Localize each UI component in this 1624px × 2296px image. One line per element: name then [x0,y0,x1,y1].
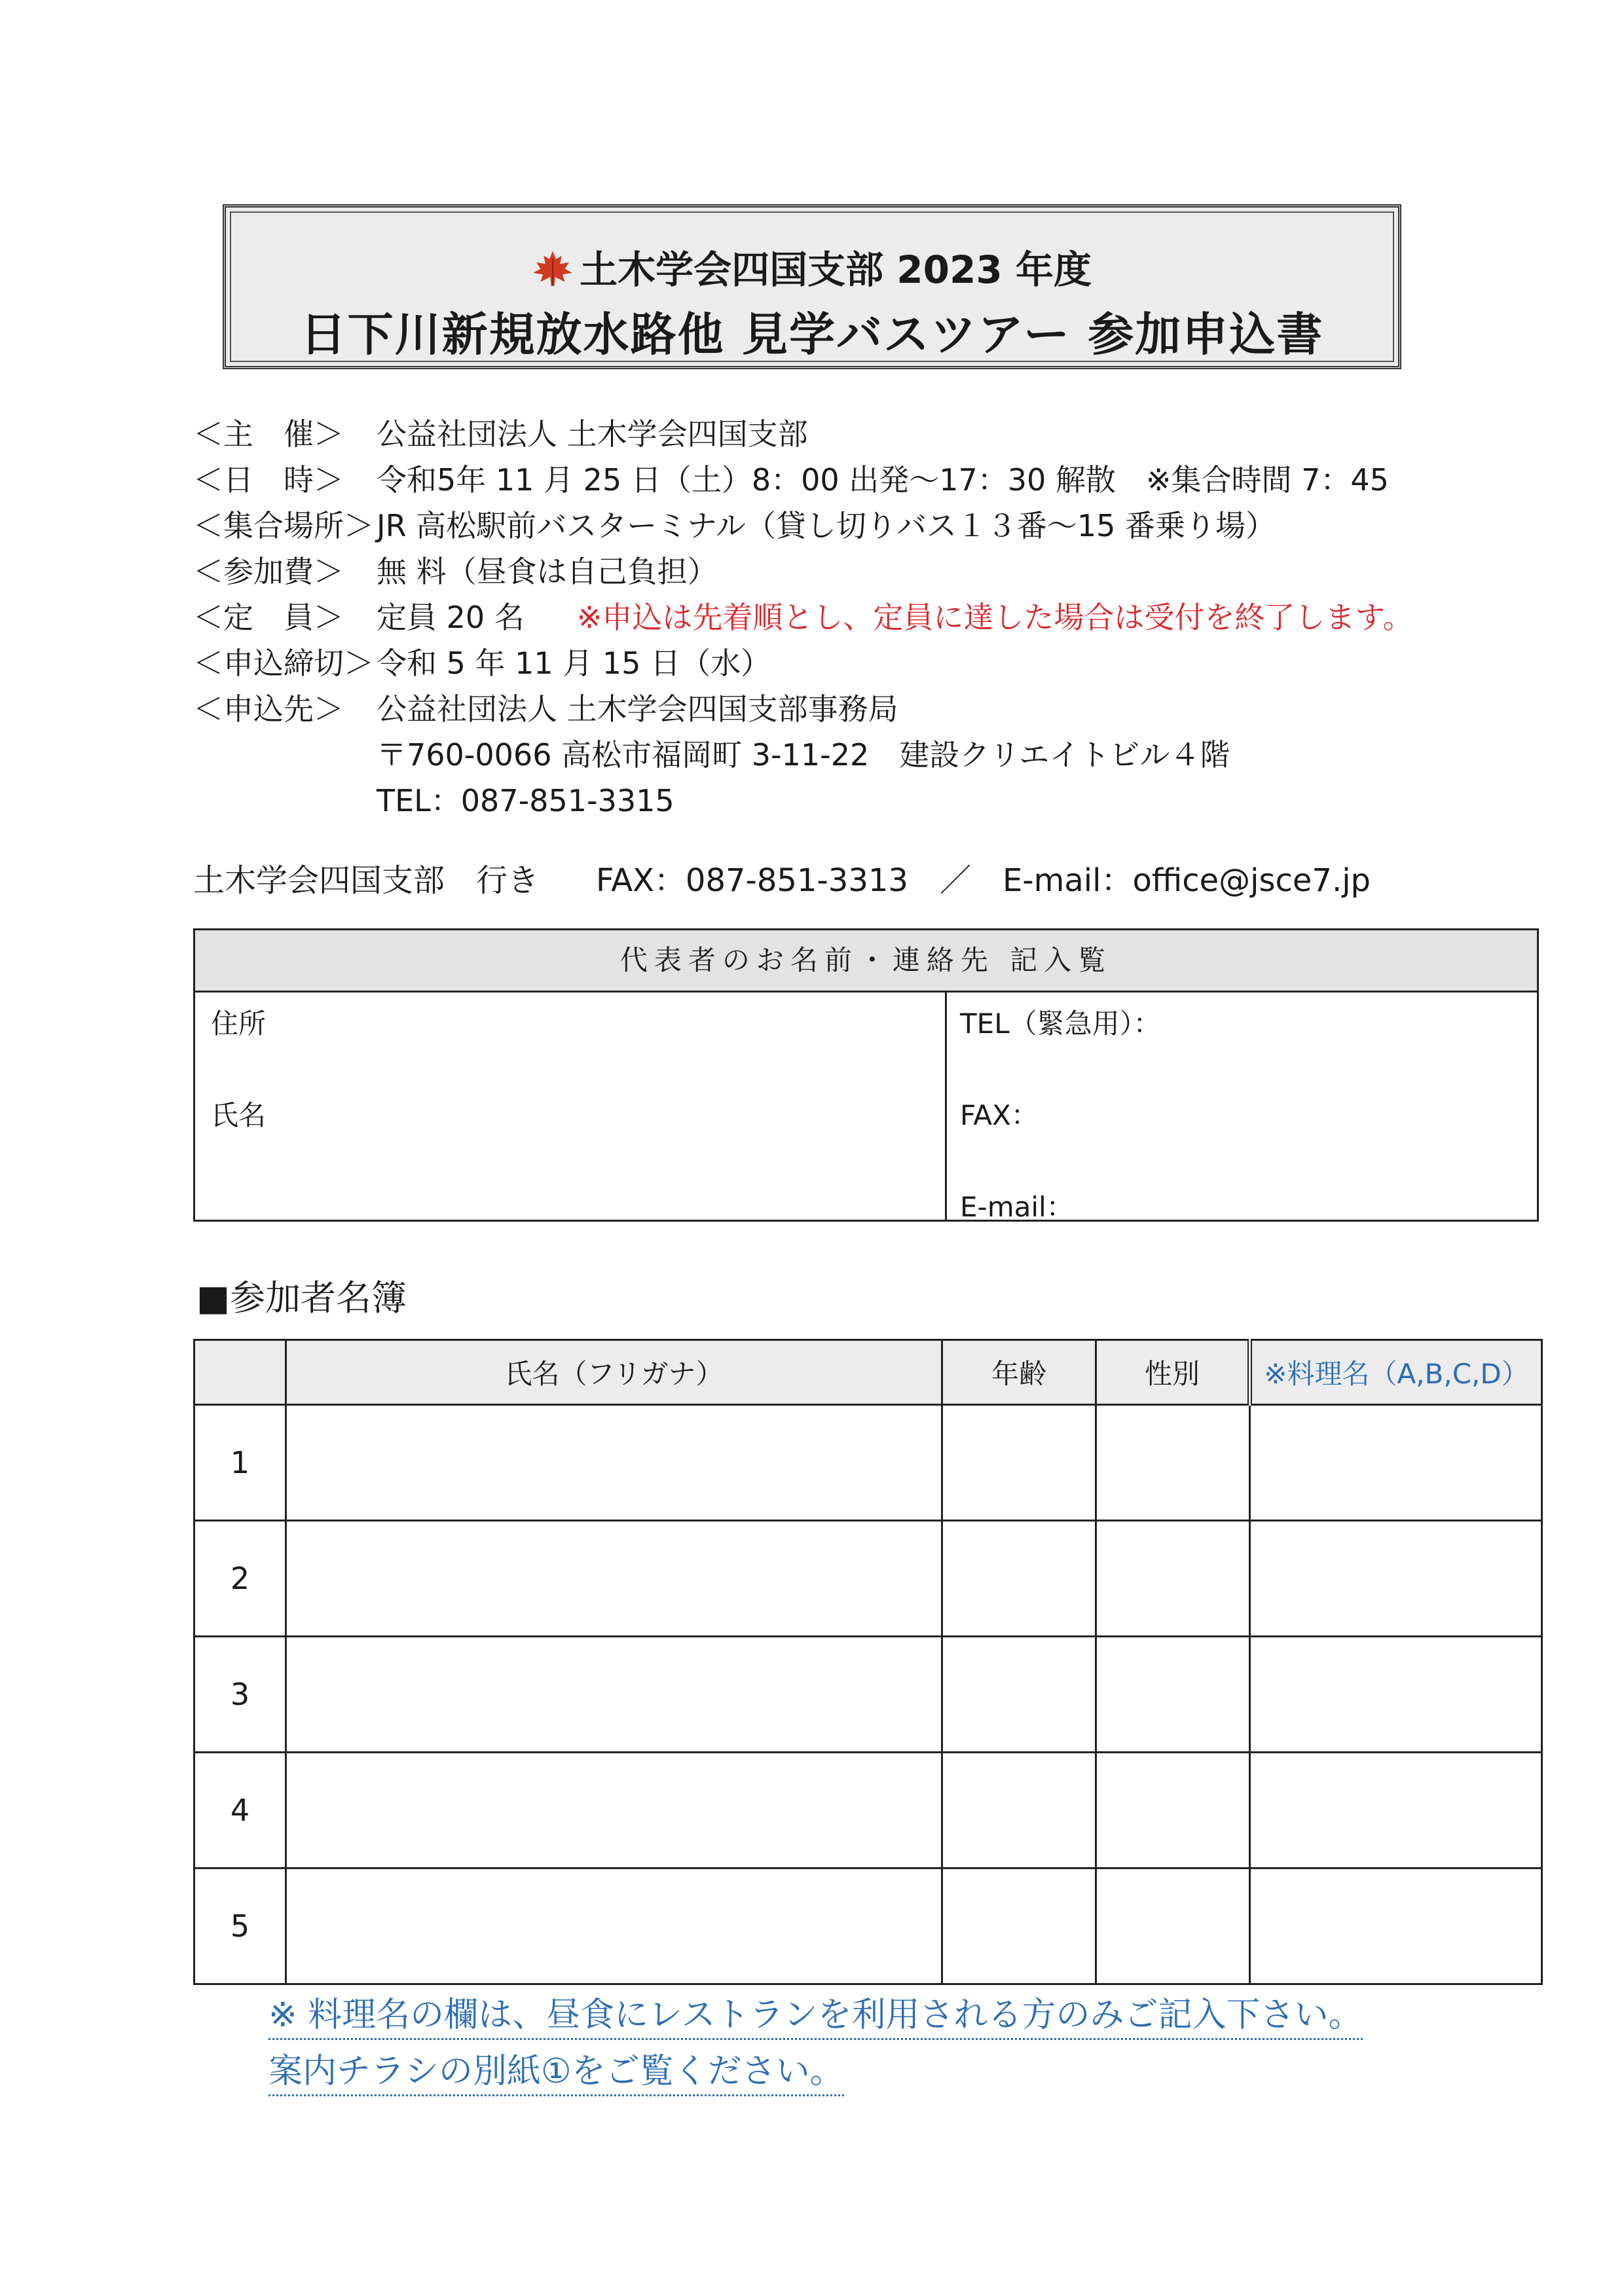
tel-field[interactable]: TEL（緊急用）： [960,1008,1161,1040]
info-label: ＜参加費＞ [193,554,344,589]
roster-header-name: 氏名（フリガナ） [286,1340,942,1405]
dish-cell[interactable] [1250,1521,1542,1637]
bottom-note-line2: 案内チラシの別紙①をご覧ください。 [268,2049,844,2096]
info-label: ＜主 催＞ [193,416,344,452]
age-cell[interactable] [942,1868,1096,1984]
gender-cell[interactable] [1096,1637,1250,1753]
dish-cell[interactable] [1250,1868,1542,1984]
table-row [194,1637,1542,1753]
age-cell[interactable] [942,1405,1096,1521]
row-number: 1 [194,1405,286,1521]
name-cell[interactable] [286,1521,942,1637]
info-value: 〒760-0066 高松市福岡町 3-11-22 建設クリエイトビル４階 [377,737,1230,773]
capacity-value: 定員 20 名 [377,600,525,635]
info-label: ＜日 時＞ [193,462,344,498]
row-number: 2 [194,1521,286,1637]
gender-cell[interactable] [1096,1868,1250,1984]
name-cell[interactable] [286,1405,942,1521]
info-value: 公益社団法人 土木学会四国支部事務局 [377,691,898,727]
capacity-note: ※申込は先着順とし、定員に達した場合は受付を終了します。 [576,600,1413,635]
fax-field[interactable]: FAX： [960,1099,1039,1131]
roster-header-dish: ※料理名（A,B,C,D） [1250,1340,1542,1405]
row-number: 5 [194,1868,286,1984]
title-box [223,204,1401,369]
info-value: 令和 5 年 11 月 15 日（水） [377,646,771,681]
info-value: 無 料（昼食は自己負担） [377,554,718,589]
info-label: ＜定 員＞ [193,600,344,635]
info-label: ＜申込先＞ [193,691,344,727]
roster-header-gender: 性別 [1096,1340,1250,1405]
address-field[interactable]: 住所 [211,1008,267,1040]
representative-header: 代表者のお名前・連絡先 記入覧 [195,930,1537,993]
roster-header-age: 年齢 [942,1340,1096,1405]
dish-cell[interactable] [1250,1637,1542,1753]
maple-leaf-icon [532,250,573,287]
dish-cell[interactable] [1250,1405,1542,1521]
roster-title: ■参加者名簿 [196,1277,407,1319]
bottom-note [268,1987,1363,2100]
title-line2: 日下川新規放水路他 見学バスツアー 参加申込書 [300,308,1324,361]
roster-table [193,1339,1543,1985]
row-number: 4 [194,1753,286,1868]
age-cell[interactable] [942,1521,1096,1637]
roster-header-row [194,1340,1542,1405]
age-cell[interactable] [942,1753,1096,1868]
name-field[interactable]: 氏名 [211,1099,267,1131]
age-cell[interactable] [942,1637,1096,1753]
table-row [194,1753,1542,1868]
info-value: JR 高松駅前バスターミナル（貸し切りバス１３番～15 番乗り場） [377,508,1276,543]
name-cell[interactable] [286,1868,942,1984]
gender-cell[interactable] [1096,1521,1250,1637]
dish-cell[interactable] [1250,1753,1542,1868]
table-row [194,1868,1542,1984]
table-row [194,1521,1542,1637]
gender-cell[interactable] [1096,1753,1250,1868]
info-label: ＜申込締切＞ [193,646,374,681]
info-value: TEL：087-851-3315 [377,783,674,818]
info-label: ＜集合場所＞ [193,508,374,543]
name-cell[interactable] [286,1753,942,1868]
table-row [194,1405,1542,1521]
title-line1 [231,239,1393,294]
name-cell[interactable] [286,1637,942,1753]
title-inner-frame [230,211,1394,362]
roster-header-number [194,1340,286,1405]
row-number: 3 [194,1637,286,1753]
send-to-recipient: 土木学会四国支部 行き [193,862,540,899]
title-text-line1: 土木学会四国支部 2023 年度 [580,247,1092,292]
info-value: 公益社団法人 土木学会四国支部 [377,416,808,452]
send-to-line [193,858,1371,903]
email-field[interactable]: E-mail： [960,1191,1074,1223]
representative-divider [945,991,947,1220]
send-to-contact: FAX：087-851-3313 ／ E-mail：office@jsce7.jp [596,862,1371,899]
bottom-note-line1: ※ 料理名の欄は、昼食にレストランを利用される方のみご記入下さい。 [268,1992,1363,2040]
info-value: 令和5年 11 月 25 日（土）8：00 出発～17：30 解散 ※集合時間 7：45 [377,462,1389,498]
representative-form [193,928,1539,1222]
gender-cell[interactable] [1096,1405,1250,1521]
info-value [377,596,1413,639]
